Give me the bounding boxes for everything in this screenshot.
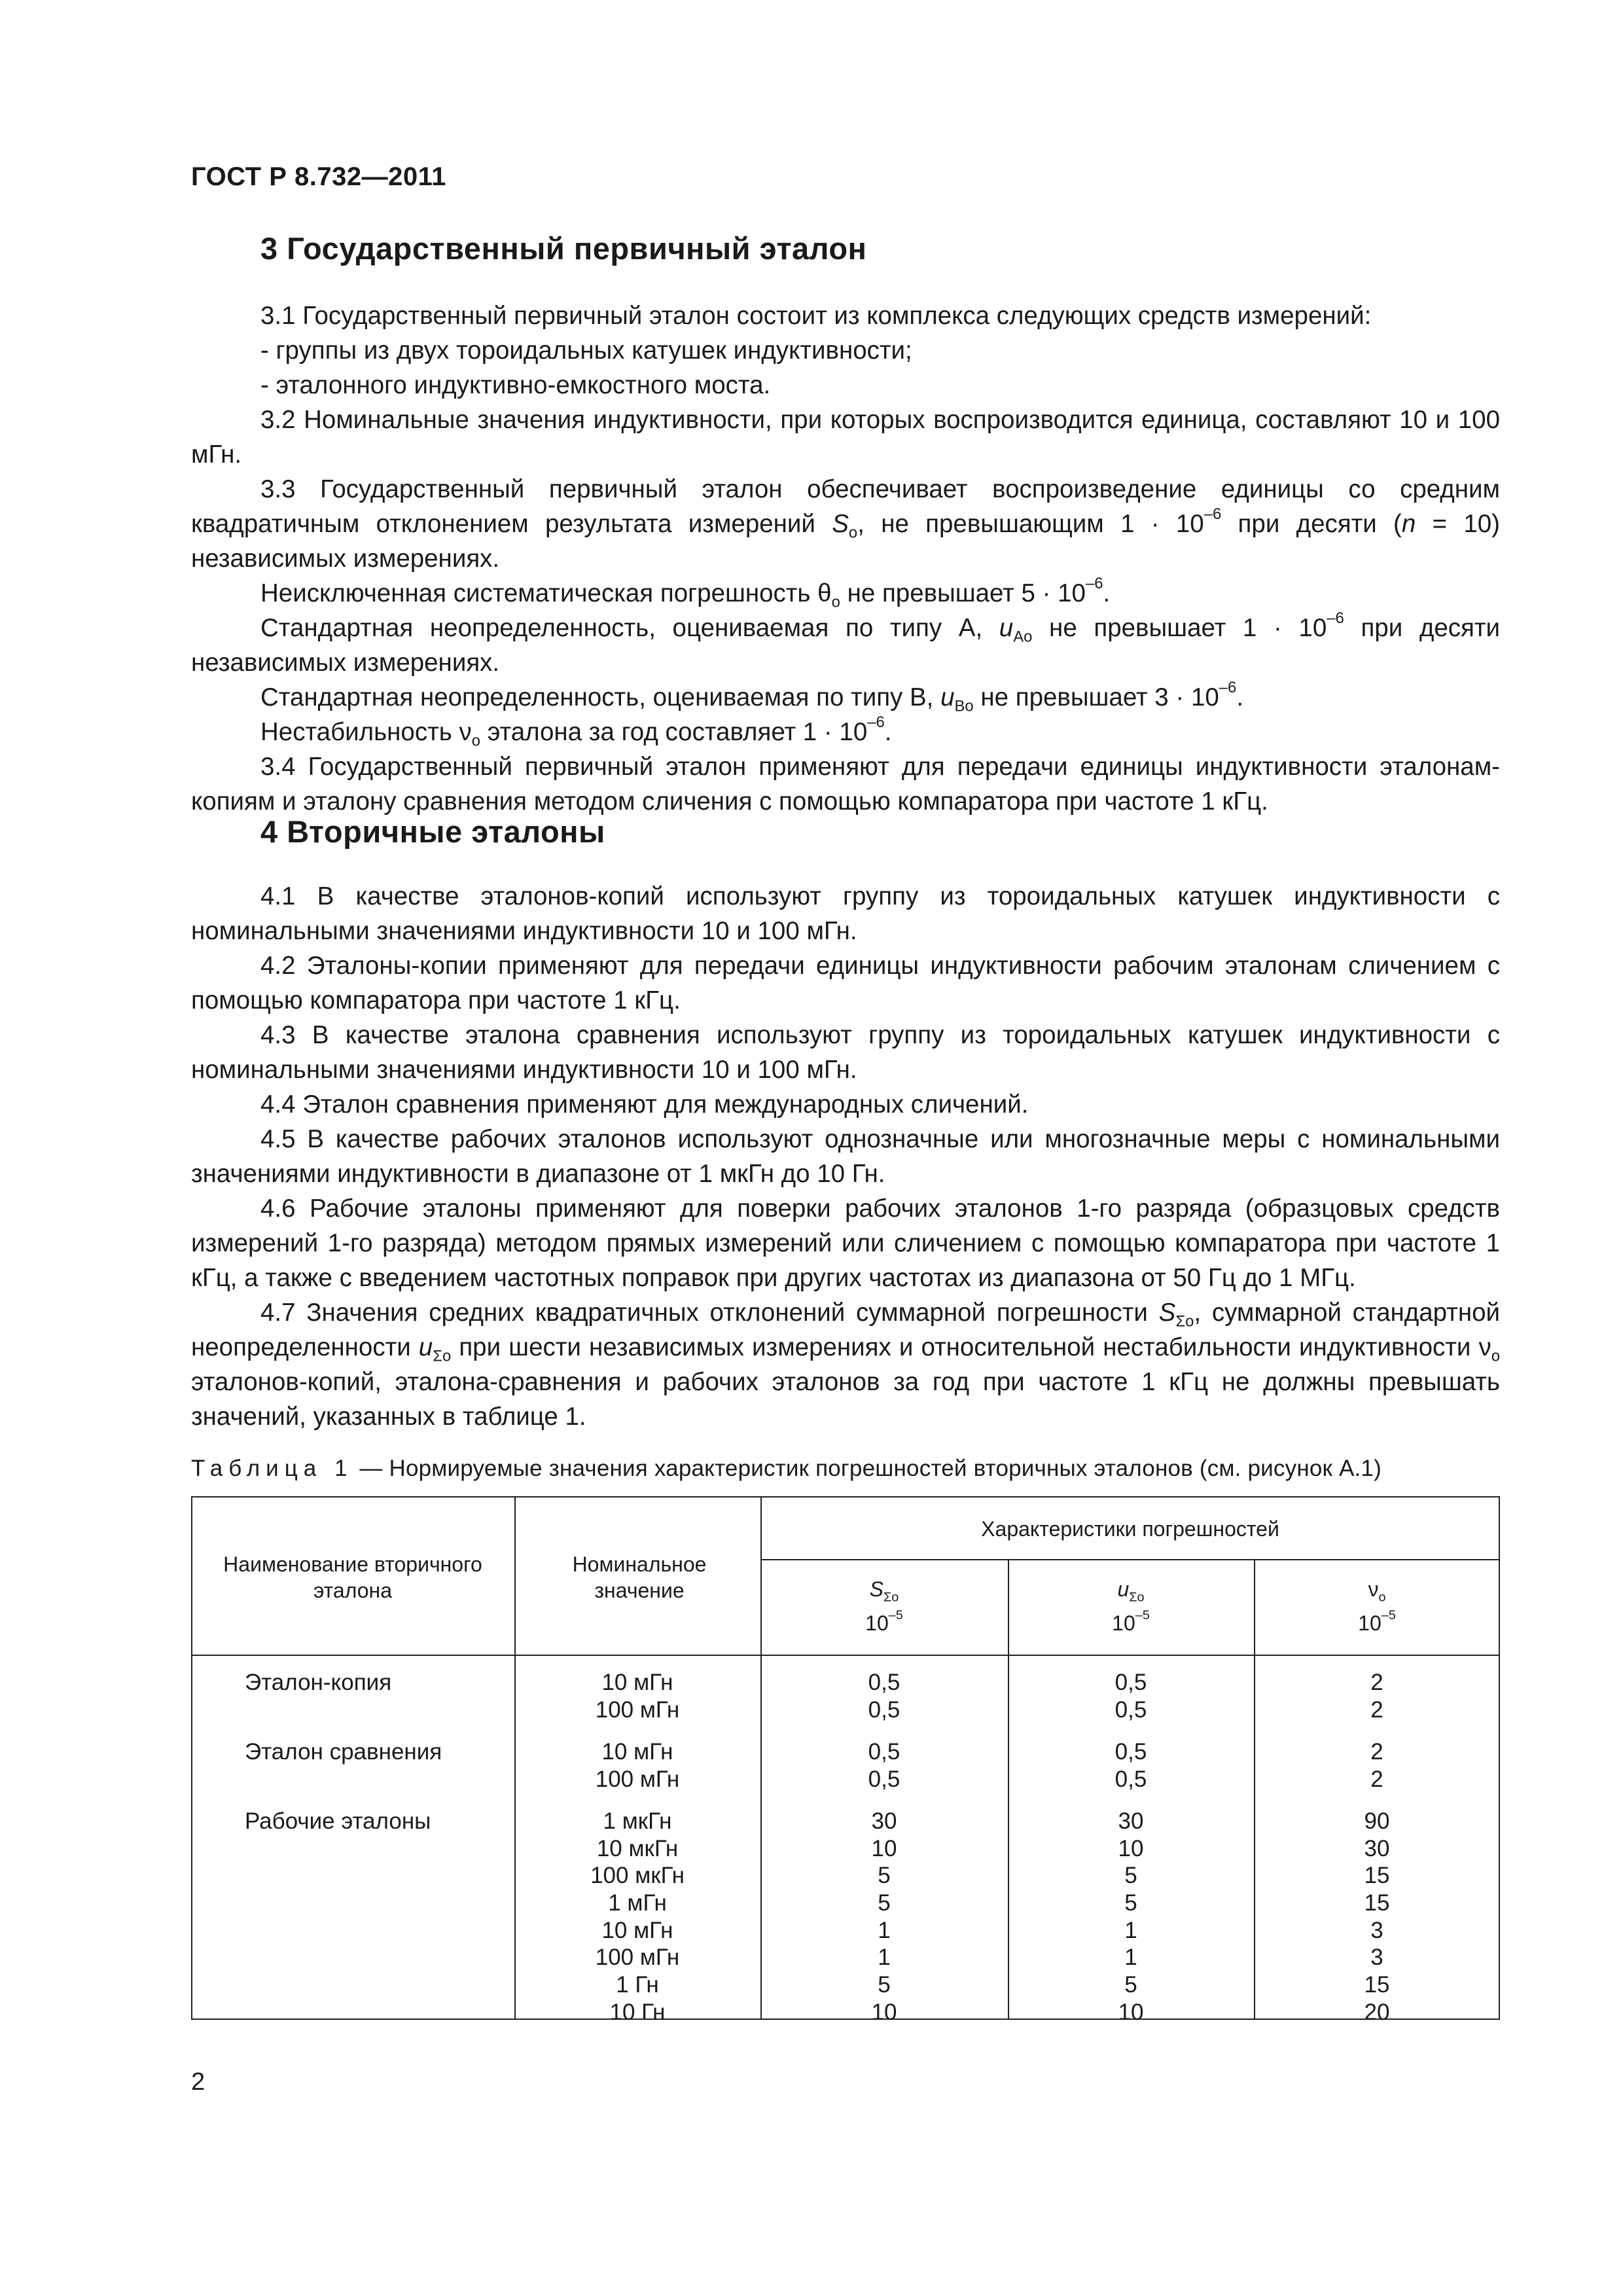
table-cell: 2	[1370, 1696, 1383, 1723]
paragraph-4-5: 4.5 В качестве рабочих эталонов используют однозначные или многозначные меры с номинальными значениями индуктивности в диапазоне от 1 мкГн до 10 Гн.	[191, 1125, 1500, 1188]
table-cell: 100 мГн	[595, 1766, 680, 1792]
table-cell: 5	[878, 1890, 891, 1916]
characteristics-table	[191, 1496, 1500, 2025]
paragraph-3-1: 3.1 Государственный первичный эталон состоит из комплекса следующих средств измерений:	[260, 302, 1372, 330]
table-cell: 1	[878, 1917, 891, 1943]
table-cell: 30	[871, 1808, 897, 1834]
table-cell: 0,5	[1115, 1739, 1147, 1765]
table-cell: 10 мГн	[601, 1917, 673, 1943]
table-cell: 20	[1364, 1999, 1390, 2025]
table-cell: 10 мкГн	[596, 1835, 679, 1861]
list-item: - группы из двух тороидальных катушек индуктивности;	[260, 336, 912, 365]
paragraph-4-6: 4.6 Рабочие эталоны применяют для поверки рабочих эталонов 1-го разряда (образцовых средств измерений 1-го разряда) методом прямых измерений или сличением с помощью компаратора при частоте 1 кГц, а также с введением частотных поправок при других частотах из диапазона от 50 Гц до 1 МГц.	[191, 1194, 1500, 1292]
header-nu: $\nu_o$ $10^{-5}$	[1358, 1577, 1396, 1635]
table-cell: 1 Гн	[616, 1972, 659, 1998]
table-cell: 10	[871, 1999, 897, 2025]
header-error-characteristics: Характеристики погрешностей	[981, 1517, 1279, 1541]
table-cell: 100 мГн	[595, 1945, 680, 1971]
table-cell: 90	[1364, 1808, 1390, 1834]
table-cell: 1	[1124, 1945, 1137, 1971]
paragraph-4-3: 4.3 В качестве эталона сравнения используют группу из тороидальных катушек индуктивности с номинальными значениями индуктивности 10 и 100 мГн.	[191, 1021, 1500, 1084]
table-cell: 0,5	[868, 1739, 901, 1765]
paragraph-4-2: 4.2 Эталоны-копии применяют для передачи единицы индуктивности рабочим эталонам сличением с помощью компаратора при частоте 1 кГц.	[191, 952, 1500, 1014]
table-divider	[760, 1559, 1500, 1560]
table-cell: 15	[1364, 1890, 1390, 1916]
paragraph-uncertainty-type-b: Стандартная неопределенность, оцениваемая по типу В, $u_{Bo}$ не превышает $3 \cdot 10^{-6}$.	[260, 679, 1244, 715]
page-number: 2	[191, 2068, 205, 2096]
u-column	[1008, 1808, 1254, 2026]
table-cell: 5	[1124, 1863, 1137, 1889]
table-cell: 10 мГн	[601, 1739, 673, 1765]
table-divider	[191, 1655, 1500, 1656]
row-group-name: Эталон-копия	[245, 1670, 392, 1695]
paragraph-4-7: 4.7 Значения средних квадратичных отклонений суммарной погрешности $S_{\Sigma o}$, суммарной стандартной неопределенности $u_{\Sigma o}$ при шести независимых измерениях и относительной нестабильности индуктивности $\nu_o$ эталонов-копий, эталона-сравнения и рабочих эталонов за год при частоте 1 кГц не должны превышать значений, указанных в таблице 1.	[191, 1299, 1501, 1431]
s-column	[760, 1808, 1008, 2026]
section-4-title: 4 Вторичные эталоны	[260, 814, 605, 849]
header-s-sigma: $S_{\Sigma o}$ $10^{-5}$	[865, 1577, 903, 1635]
nu-column	[1254, 1669, 1500, 1723]
paragraph-instability: Нестабильность $\nu_o$ эталона за год составляет $1 \cdot 10^{-6}$.	[260, 713, 892, 750]
table-cell: 3	[1370, 1917, 1383, 1943]
section-3-title: 3 Государственный первичный эталон	[260, 231, 867, 266]
list-item: - эталонного индуктивно-емкостного моста.	[260, 371, 771, 399]
header-name: Наименование вторичного эталона	[223, 1552, 482, 1602]
paragraph-4-4: 4.4 Эталон сравнения применяют для международных сличений.	[260, 1090, 1029, 1119]
table-cell: 10	[1118, 1835, 1144, 1861]
section-4-body	[191, 879, 1500, 1434]
table-cell: 10 мГн	[601, 1670, 673, 1695]
table-cell: 15	[1364, 1972, 1390, 1998]
table-cell: 2	[1370, 1670, 1383, 1695]
nominal-column	[514, 1738, 760, 1793]
table-cell: 100 мкГн	[590, 1863, 685, 1889]
table-cell: 10 Гн	[609, 1999, 666, 2025]
table-cell: 100 мГн	[595, 1696, 680, 1723]
nominal-column	[514, 1669, 760, 1723]
nominal-column	[514, 1808, 760, 2026]
table-cell: 0,5	[1115, 1766, 1147, 1792]
table-cell: 2	[1370, 1766, 1383, 1792]
row-group-name: Эталон сравнения	[245, 1739, 442, 1765]
s-column	[760, 1669, 1008, 1723]
paragraph-uncertainty-type-a: Стандартная неопределенность, оцениваемая по типу А, $u_{Ao}$ не превышает $1 \cdot 10^{-6}$ при десяти независимых измерениях.	[191, 609, 1500, 677]
paragraph-systematic-error: Неисключенная систематическая погрешность $\theta_o$ не превышает $5 \cdot 10^{-6}$.	[260, 575, 1111, 611]
table-cell: 2	[1370, 1739, 1383, 1765]
table-cell: 5	[878, 1863, 891, 1889]
table-cell: 1	[1124, 1917, 1137, 1943]
table-cell: 30	[1364, 1835, 1390, 1861]
paragraph-3-4: 3.4 Государственный первичный эталон применяют для передачи единицы индуктивности эталонам-копиям и эталону сравнения методом сличения с помощью компаратора при частоте 1 кГц.	[191, 753, 1500, 816]
nu-column	[1254, 1738, 1500, 1793]
table-cell: 1	[878, 1945, 891, 1971]
s-column	[760, 1738, 1008, 1793]
table-cell: 15	[1364, 1863, 1390, 1889]
table-cell: 0,5	[1115, 1670, 1147, 1695]
nu-column	[1254, 1808, 1500, 2026]
table-cell: 1 мГн	[608, 1890, 667, 1916]
table-cell: 10	[871, 1835, 897, 1861]
section-3-body	[191, 298, 1500, 819]
header-nominal: Номинальное значение	[572, 1552, 707, 1602]
table-cell: 10	[1118, 1999, 1144, 2025]
document-code: ГОСТ Р 8.732—2011	[191, 162, 446, 191]
paragraph-3-2: 3.2 Номинальные значения индуктивности, при которых воспроизводится единица, составляют 10 и 100 мГн.	[191, 406, 1500, 469]
table-caption: Таблица 1 — Нормируемые значения характеристик погрешностей вторичных эталонов (см. рисунок А.1)	[191, 1456, 1382, 1481]
table-cell: 3	[1370, 1945, 1383, 1971]
header-u-sigma: $u_{\Sigma o}$ $10^{-5}$	[1112, 1577, 1150, 1635]
table-cell: 5	[1124, 1972, 1137, 1998]
u-column	[1008, 1738, 1254, 1793]
table-cell: 0,5	[868, 1670, 901, 1695]
paragraph-4-1: 4.1 В качестве эталонов-копий используют группу из тороидальных катушек индуктивности с номинальными значениями индуктивности 10 и 100 мГн.	[191, 882, 1500, 945]
table-cell: 5	[878, 1972, 891, 1998]
table-cell: 0,5	[868, 1696, 901, 1723]
u-column	[1008, 1669, 1254, 1723]
table-cell: 0,5	[868, 1766, 901, 1792]
table-cell: 5	[1124, 1890, 1137, 1916]
row-group-name: Рабочие эталоны	[245, 1808, 431, 1834]
table-cell: 0,5	[1115, 1696, 1147, 1723]
table-cell: 30	[1118, 1808, 1144, 1834]
paragraph-3-3: 3.3 Государственный первичный эталон обеспечивает воспроизведение единицы со средним квадратичным отклонением результата измерений $S_o$, не превышающим $1 \cdot 10^{-6}$ при десяти (n = 10) независимых измерениях.	[191, 475, 1500, 573]
table-cell: 1 мкГн	[603, 1808, 672, 1834]
